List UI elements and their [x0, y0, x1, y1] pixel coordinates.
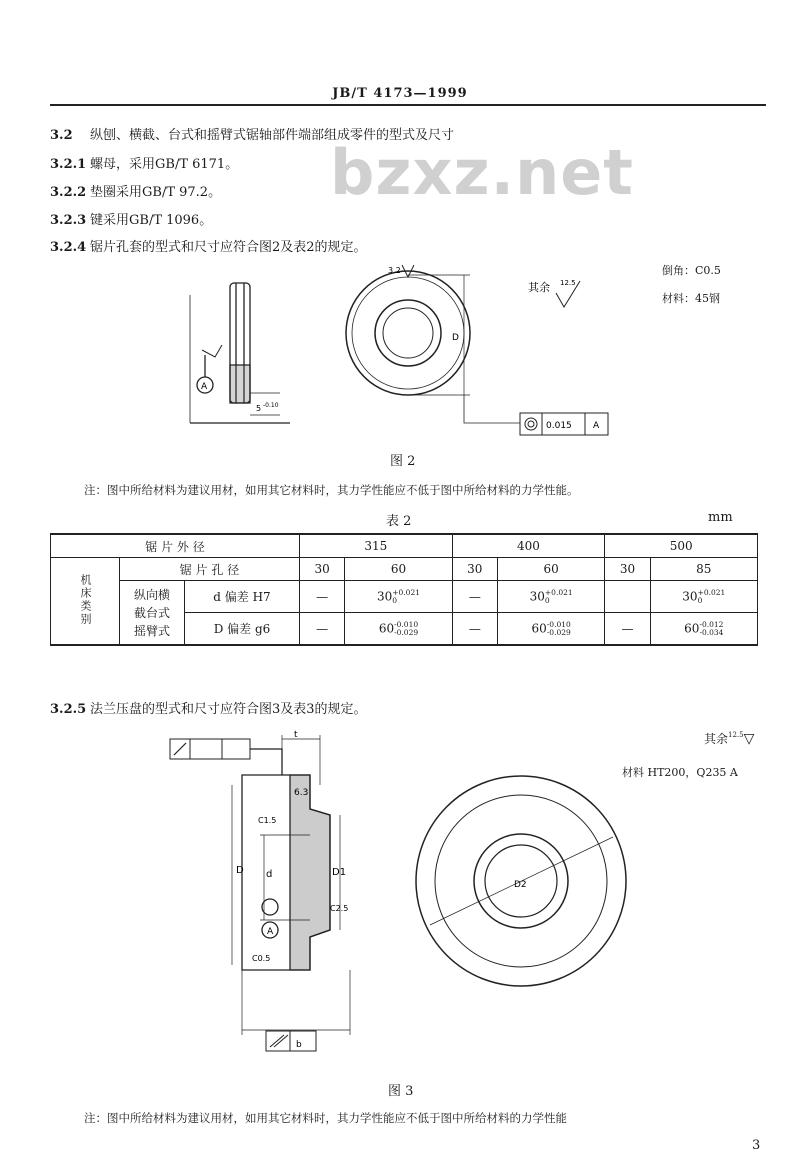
header-rule: [50, 104, 766, 106]
page-number: 3: [752, 1138, 761, 1153]
outer-diameter-500: 500: [605, 534, 758, 558]
chamfer-c1-5-label: C1.5: [258, 816, 277, 825]
dash-cell: —: [300, 581, 345, 613]
material-note-fig3: 材料 HT200，Q235 A: [622, 766, 738, 779]
hole-diameter: 60: [345, 558, 452, 581]
section-3-2: 3.2 纵刨、横截、台式和摇臂式锯轴部件端部组成零件的型式及尺寸: [50, 128, 455, 143]
hole-diameter: 30: [605, 558, 650, 581]
dim-d-label: d: [266, 869, 273, 880]
hole-diameter: 30: [452, 558, 497, 581]
roughness-top-label: 3.2: [388, 266, 401, 275]
section-3-2-4: 3.2.4 锯片孔套的型式和尺寸应符合图2及表2的规定。: [50, 240, 367, 255]
outer-dim-label: D: [452, 333, 459, 343]
dash-cell: —: [605, 613, 650, 646]
outer-diameter-315: 315: [300, 534, 453, 558]
standard-header: JB/T 4173—1999: [332, 86, 468, 101]
figure-3-caption: 图 3: [388, 1084, 414, 1099]
D-value-400: 60-0.010 -0.029: [497, 613, 604, 646]
d-value-315: 30+0.021 0: [345, 581, 452, 613]
outer-diameter-label: 锯 片 外 径: [51, 534, 300, 558]
d-value-400: 30+0.021 0: [497, 581, 604, 613]
material-note-fig2: 材料：45钢: [662, 292, 720, 305]
chamfer-note: 倒角：C0.5: [662, 264, 721, 277]
dim-D-label: D: [236, 865, 244, 876]
chamfer-c0-5-label: C0.5: [252, 954, 271, 963]
dash-cell: —: [452, 613, 497, 646]
section-3-2-2: 3.2.2 垫圈采用GB/T 97.2。: [50, 185, 222, 200]
hole-diameter: 60: [497, 558, 604, 581]
flange-section-view: [170, 735, 350, 1051]
tolerance-datum: A: [593, 421, 600, 431]
roughness-rest-label: 其余: [528, 281, 550, 294]
roughness-6-3-label: 6.3: [294, 788, 309, 798]
machine-category-label: 机床类别: [51, 558, 120, 646]
note-2: 注：图中所给材料为建议用材，如用其它材料时，其力学性能应不低于图中所给材料的力学性能: [84, 1111, 567, 1125]
width-tolerance: -0.10: [263, 402, 279, 409]
dim-b-label: b: [296, 1040, 302, 1050]
chamfer-c2-5-label: C2.5: [330, 904, 349, 913]
width-label: 5: [256, 404, 262, 413]
hole-diameter: 30: [300, 558, 345, 581]
hole-diameter: 85: [650, 558, 757, 581]
machine-type-label: 纵向横 截台式 摇臂式: [120, 581, 185, 646]
section-3-2-5: 3.2.5 法兰压盘的型式和尺寸应符合图3及表3的规定。: [50, 702, 367, 717]
bushing-front-view: [346, 265, 520, 423]
D-value-315: 60-0.010 -0.029: [345, 613, 452, 646]
figure-2-drawing: [170, 255, 640, 455]
section-3-2-1: 3.2.1 螺母，采用GB/T 6171。: [50, 157, 239, 172]
empty-cell: [605, 581, 650, 613]
section-3-2-3: 3.2.3 键采用GB/T 1096。: [50, 213, 213, 228]
table-2: [50, 533, 758, 646]
datum-a-label: A: [201, 382, 208, 392]
datum-a-fig3: A: [267, 927, 274, 937]
d-deviation-label: d 偏差 H7: [185, 581, 300, 613]
watermark: bzxz.net: [330, 136, 634, 209]
D-deviation-label: D 偏差 g6: [185, 613, 300, 646]
note-1: 注：图中所给材料为建议用材，如用其它材料时，其力学性能应不低于图中所给材料的力学性能。: [84, 483, 579, 497]
d-value-500: 30+0.021 0: [650, 581, 757, 613]
roughness-rest-value: 12.5: [560, 279, 576, 287]
tolerance-value: 0.015: [546, 421, 572, 431]
outer-diameter-400: 400: [452, 534, 605, 558]
figure-2-caption: 图 2: [390, 454, 416, 469]
dim-t-label: t: [294, 730, 298, 740]
dim-D1-label: D1: [332, 867, 347, 878]
roughness-rest-fig3: 其余$^{12.5}$▽: [704, 731, 755, 747]
figure-3-drawing: [160, 725, 760, 1065]
hole-diameter-label: 锯 片 孔 径: [120, 558, 300, 581]
dash-cell: —: [300, 613, 345, 646]
D-value-500: 60-0.012 -0.034: [650, 613, 757, 646]
dash-cell: —: [452, 581, 497, 613]
table-2-unit: mm: [708, 510, 733, 525]
table-2-title: 表 2: [386, 514, 412, 529]
dim-D2-label: D2: [514, 880, 527, 890]
